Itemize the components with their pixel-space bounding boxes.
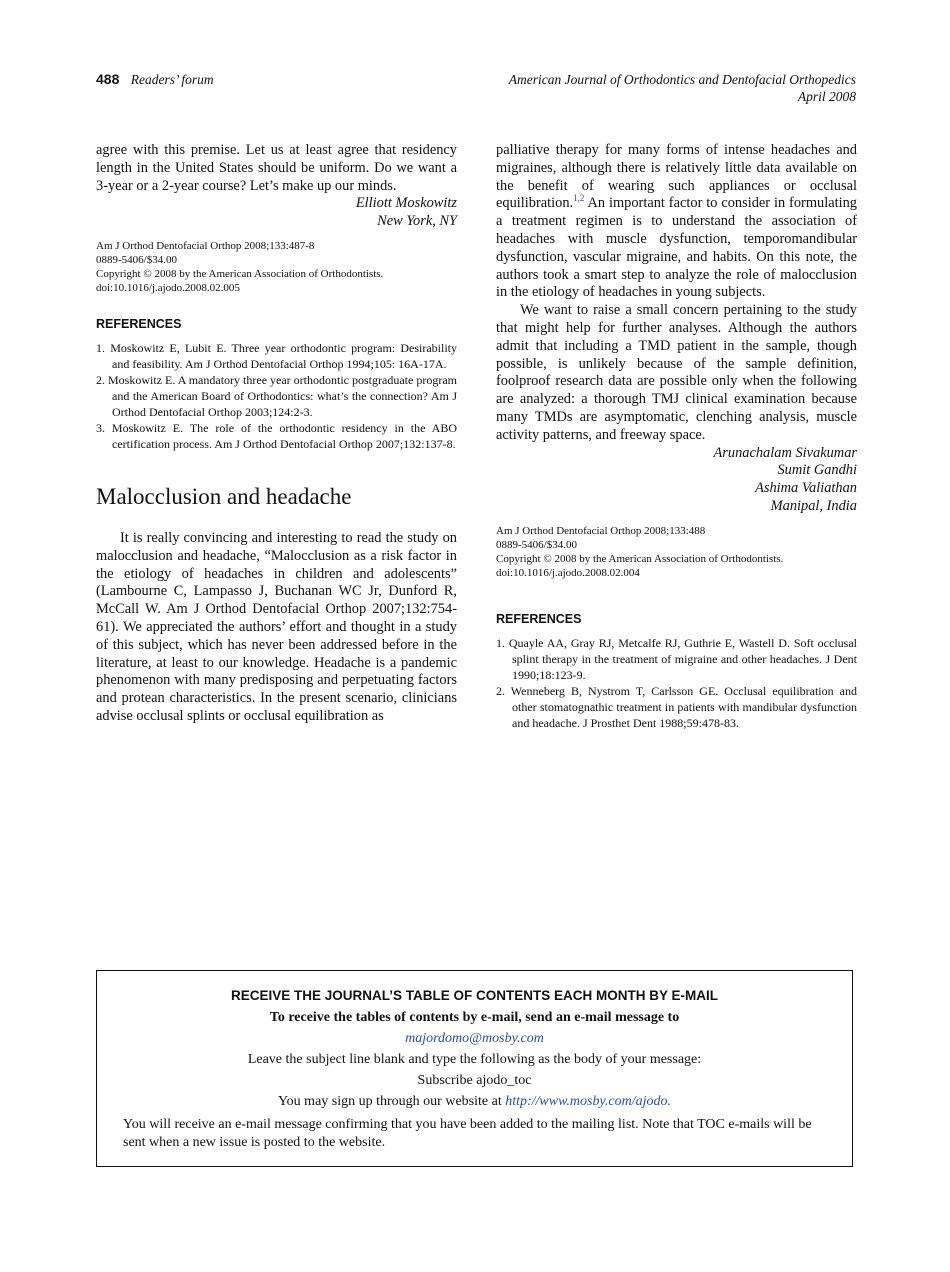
letter1-closing-text: agree with this premise. Let us at least agree that residency length in the United States should be uniform. Do we want a 3-year or a 2-year course? Let’s make up our minds. bbox=[96, 142, 457, 194]
letter2-author: Ashima Valiathan bbox=[755, 480, 857, 497]
toc-instruction-subject: Leave the subject line blank and type the following as the body of your message: bbox=[247, 1052, 702, 1067]
letter2-author: Sumit Gandhi bbox=[777, 462, 857, 479]
meta-line: 0889-5406/$34.00 bbox=[96, 253, 177, 266]
toc-email-notice-box bbox=[96, 970, 853, 1167]
meta-line: Copyright © 2008 by the American Association of Orthodontists. bbox=[496, 552, 784, 565]
doi-line: doi:10.1016/j.ajodo.2008.02.005 bbox=[96, 281, 240, 294]
letter2-location: Manipal, India bbox=[770, 497, 857, 514]
issue-date: April 2008 bbox=[797, 89, 856, 104]
reference-item: 2. Wenneberg B, Nystrom T, Carlsson GE. Occlusal equilibration and other stomatognathic treatment in patients with mandibular dysfunction and headache. J Prosthet Dent 1988;59:478-83. bbox=[496, 683, 857, 730]
toc-notice-title: RECEIVE THE JOURNAL’S TABLE OF CONTENTS EACH MONTH BY E-MAIL bbox=[230, 988, 719, 1003]
letter2-reference-list bbox=[496, 635, 857, 731]
letter2-citation-meta bbox=[496, 524, 857, 580]
journal-name: American Journal of Orthodontics and Dentofacial Orthopedics bbox=[508, 72, 856, 87]
reference-item: 1. Quayle AA, Gray RJ, Metcalfe RJ, Guthrie E, Wastell D. Soft occlusal splint therapy in the treatment of migraine and other headaches. J Dent 1990;18:123-9. bbox=[496, 635, 857, 682]
citation-superscript[interactable]: 1,2 bbox=[573, 193, 585, 204]
letter1-references-title: REFERENCES bbox=[96, 316, 182, 331]
text-run: You may sign up through our website at bbox=[277, 1094, 506, 1109]
meta-line: Am J Orthod Dentofacial Orthop 2008;133:487-8 bbox=[96, 239, 315, 252]
website-signup-line bbox=[97, 1091, 852, 1112]
reference-item: 2. Moskowitz E. A mandatory three year orthodontic postgraduate program and the American Board of Orthodontics: what’s the connection? Am J Orthod Dentofacial Orthop 2003;124:2-3. bbox=[96, 372, 457, 419]
text-run: An important factor to consider in formulating a treatment regimen is to understand the association of headaches with muscle dysfunction, temporomandibular dysfunction, vascular migraine, and habits. On this note, the authors took a smart step to analyze the role of malocclusion in the etiology of headaches in young subjects. bbox=[496, 195, 857, 301]
letter2-paragraph-1: It is really convincing and interesting to read the study on malocclusion and headache, “Malocclusion as a risk factor in the etiology of headaches in children and adolescents” (Lambourne C, Lampasso J, Buchanan WC Jr, Dunford R, McCall W. Am J Orthod Dentofacial Orthop 2007;132:754-61). We appreciated the authors’ effort and thought in a study of this subject, which has never been addressed before in the literature, at least to our knowledge. Headache is a pandemic phenomenon with many predisposing and perpetuating factors and protean characteristics. In the present scenario, clinicians advise occlusal splints or occlusal equilibration as bbox=[96, 529, 457, 724]
left-column bbox=[96, 142, 457, 726]
article-heading: Malocclusion and headache bbox=[96, 483, 352, 509]
reference-item: 1. Moskowitz E, Lubit E. Three year orthodontic program: Desirability and feasibility. Am J Orthod Dentofacial Orthop 1994;105: 16A-17A. bbox=[96, 340, 457, 371]
meta-line: Copyright © 2008 by the American Association of Orthodontists. bbox=[96, 267, 384, 280]
running-header-left bbox=[96, 71, 214, 88]
letter1-citation-meta bbox=[96, 239, 457, 295]
meta-line: 0889-5406/$34.00 bbox=[496, 538, 577, 551]
text-run: . bbox=[667, 1094, 672, 1109]
subscribe-command: Subscribe ajodo_toc bbox=[417, 1073, 532, 1088]
toc-instruction: To receive the tables of contents by e-mail, send an e-mail message to bbox=[269, 1010, 680, 1025]
meta-line: Am J Orthod Dentofacial Orthop 2008;133:488 bbox=[496, 524, 706, 537]
section-name: Readers’ forum bbox=[130, 72, 214, 87]
page-number: 488 bbox=[96, 71, 120, 87]
letter2-paragraph-1-continued bbox=[496, 142, 857, 302]
right-column bbox=[496, 142, 857, 731]
letter1-author: Elliott Moskowitz bbox=[355, 195, 457, 212]
reference-item: 3. Moskowitz E. The role of the orthodontic residency in the ABO certification process. Am J Orthod Dentofacial Orthop 2007;132:137-8. bbox=[96, 420, 457, 451]
letter2-paragraph-2: We want to raise a small concern pertaining to the study that might help for further analyses. Although the authors admit that including a TMD patient in the sample, though possible, is unlikely because of the sample definition, foolproof research data are possible only when the following are analyzed: a thorough TMJ clinical examination because many TMDs are asymptomatic, clenching analysis, muscle activity patterns, and freeway space. bbox=[496, 302, 857, 443]
letter1-location: New York, NY bbox=[377, 213, 457, 230]
text-run: palliative therapy for many forms of intense headaches and migraines, although there is relatively little data available on the benefit of wearing such appliances or occlusal equilibration. bbox=[496, 142, 857, 212]
confirmation-note: You will receive an e-mail message confirming that you have been added to the mailing list. Note that TOC e-mails will be sent when a new issue is posted to the website. bbox=[123, 1117, 812, 1150]
running-header-right bbox=[509, 71, 856, 105]
doi-line: doi:10.1016/j.ajodo.2008.02.004 bbox=[496, 566, 640, 579]
letter2-author: Arunachalam Sivakumar bbox=[713, 444, 857, 461]
website-link[interactable]: http://www.mosby.com/ajodo bbox=[505, 1094, 668, 1109]
letter1-reference-list bbox=[96, 340, 457, 452]
subscription-email-link[interactable]: majordomo@mosby.com bbox=[405, 1031, 544, 1046]
letter2-references-title: REFERENCES bbox=[496, 611, 582, 626]
